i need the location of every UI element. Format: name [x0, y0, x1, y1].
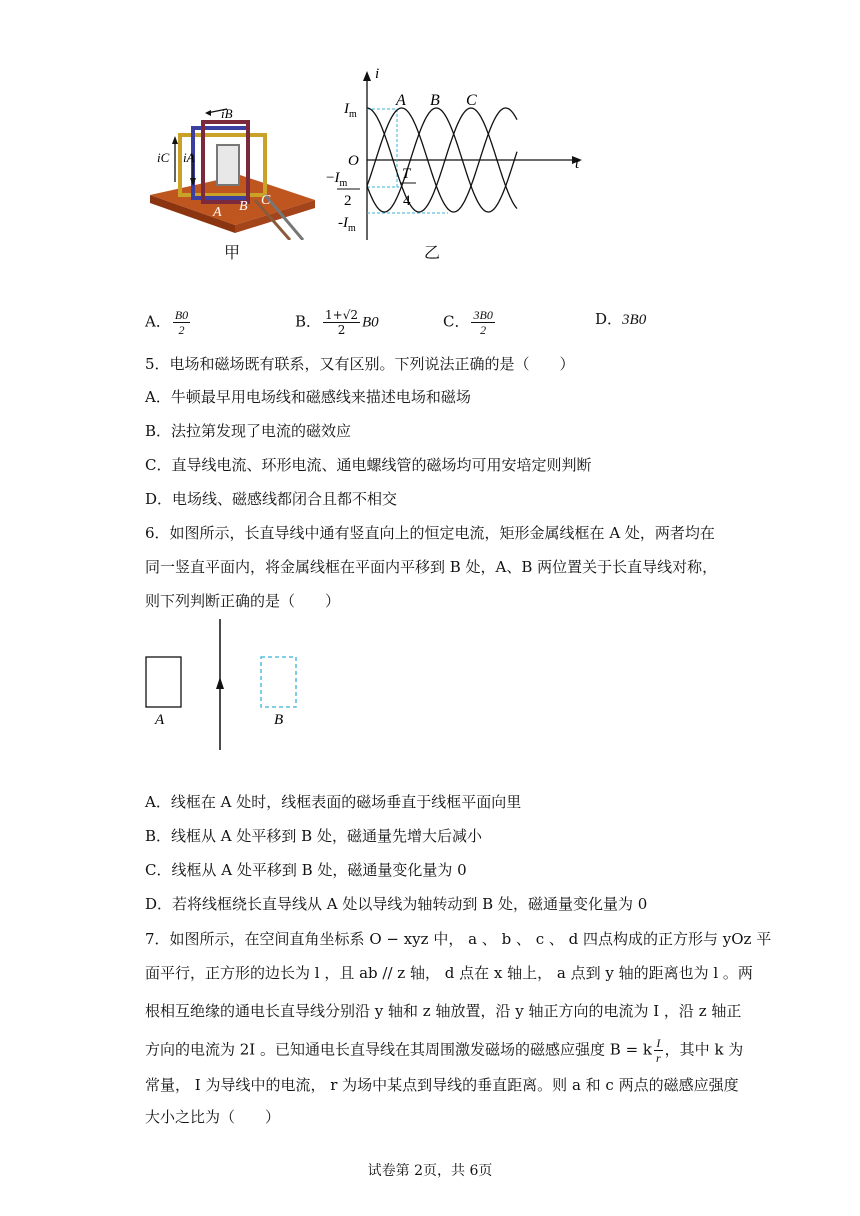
q6-stem-line1: 6．如图所示，长直导线中通有竖直向上的恒定电流，矩形金属线框在 A 处，两者均在	[145, 524, 715, 542]
current-graph	[320, 65, 590, 245]
neg-half-im-label: $-I_m$	[326, 170, 348, 189]
q6-option-c[interactable]: C．线框从 A 处平移到 B 处，磁通量变化量为 0	[145, 861, 467, 879]
q7-line6: 大小之比为（ ）	[145, 1108, 281, 1126]
label-terminal-b: B	[239, 199, 248, 214]
q6-option-a[interactable]: A．线框在 A 处时，线框表面的磁场垂直于线框平面向里	[145, 793, 522, 811]
q6-stem-line3: 则下列判断正确的是（ ）	[145, 592, 341, 610]
needle-box	[217, 145, 239, 185]
neg-im-label: $-I_m$	[338, 215, 356, 234]
q6-option-d[interactable]: D．若将线框绕长直导线从 A 处以导线为轴转动到 B 处，磁通量变化量为 0	[145, 895, 648, 913]
q5-option-c[interactable]: C．直导线电流、环形电流、通电螺线管的磁场均可用安培定则判断	[145, 456, 592, 474]
label-a: A	[155, 712, 165, 728]
q7-line5: 常量， I 为导线中的电流， r 为场中某点到导线的垂直距离。则 a 和 c 两点的磁感应强度	[145, 1076, 739, 1094]
apparatus-figure	[145, 100, 320, 240]
q4-option-b[interactable]: B． $\frac{1+√2}{2}$ B0	[295, 308, 379, 337]
curve-b-label: B	[430, 92, 440, 109]
label-ib: iB	[221, 106, 233, 121]
wire-figure	[140, 615, 310, 755]
label-ic: iC	[157, 150, 170, 165]
axis-i-label: i	[375, 66, 380, 82]
q5-option-a[interactable]: A．牛顿最早用电场线和磁感线来描述电场和磁场	[145, 388, 471, 406]
page-footer: 试卷第 2页，共 6页	[367, 1163, 493, 1179]
frame-a	[146, 657, 181, 707]
current-arrow	[216, 677, 224, 689]
q6-option-b[interactable]: B．线框从 A 处平移到 B 处，磁通量先增大后减小	[145, 827, 482, 845]
q5-option-b[interactable]: B．法拉第发现了电流的磁效应	[145, 422, 352, 440]
axis-t-label: t	[575, 156, 580, 172]
label-b: B	[274, 712, 284, 728]
curve-a-label: A	[396, 92, 406, 109]
q5-option-d[interactable]: D．电场线、磁感线都闭合且都不相交	[145, 490, 398, 508]
q4-option-d[interactable]: D．3B0	[595, 310, 647, 328]
label-terminal-a: A	[213, 205, 222, 220]
q6-stem-line2: 同一竖直平面内，将金属线框在平面内平移到 B 处，A、B 两位置关于长直导线对称，	[145, 558, 718, 576]
q7-line4: 方向的电流为 2I 。已知通电长直导线在其周围激发磁场的磁感应强度 B = k $\frac{I}{r}$ ，其中 k 为	[145, 1036, 744, 1065]
t4-label: T	[402, 166, 411, 182]
label-ia: iA	[183, 150, 195, 165]
origin-label: O	[348, 153, 359, 169]
q7-line2: 面平行，正方形的边长为 l ，且 ab // z 轴， d 点在 x 轴上， a 点到 y 轴的距离也为 l 。两	[145, 964, 753, 982]
curve-c-label: C	[466, 92, 477, 109]
q5-stem: 5．电场和磁场既有联系，又有区别。下列说法正确的是（ ）	[145, 355, 575, 373]
q4-option-a[interactable]: A． $\frac{B0}{2}$	[145, 308, 189, 337]
frame-b	[261, 657, 296, 707]
label-terminal-c: C	[261, 193, 271, 208]
q7-line1: 7．如图所示，在空间直角坐标系 O − xyz 中， a 、 b 、 c 、 d 四点构成的正方形与 yOz 平	[145, 930, 772, 948]
caption-yi: 乙	[424, 243, 441, 262]
caption-jia: 甲	[224, 243, 241, 262]
svg-text:4: 4	[403, 193, 411, 209]
q4-option-c[interactable]: C． $\frac{3B0}{2}$	[443, 308, 493, 337]
im-label: $I_m$	[344, 101, 357, 120]
svg-text:2: 2	[344, 193, 352, 209]
q7-line3: 根相互绝缘的通电长直导线分别沿 y 轴和 z 轴放置，沿 y 轴正方向的电流为 I ，沿 z 轴正	[145, 1002, 742, 1020]
